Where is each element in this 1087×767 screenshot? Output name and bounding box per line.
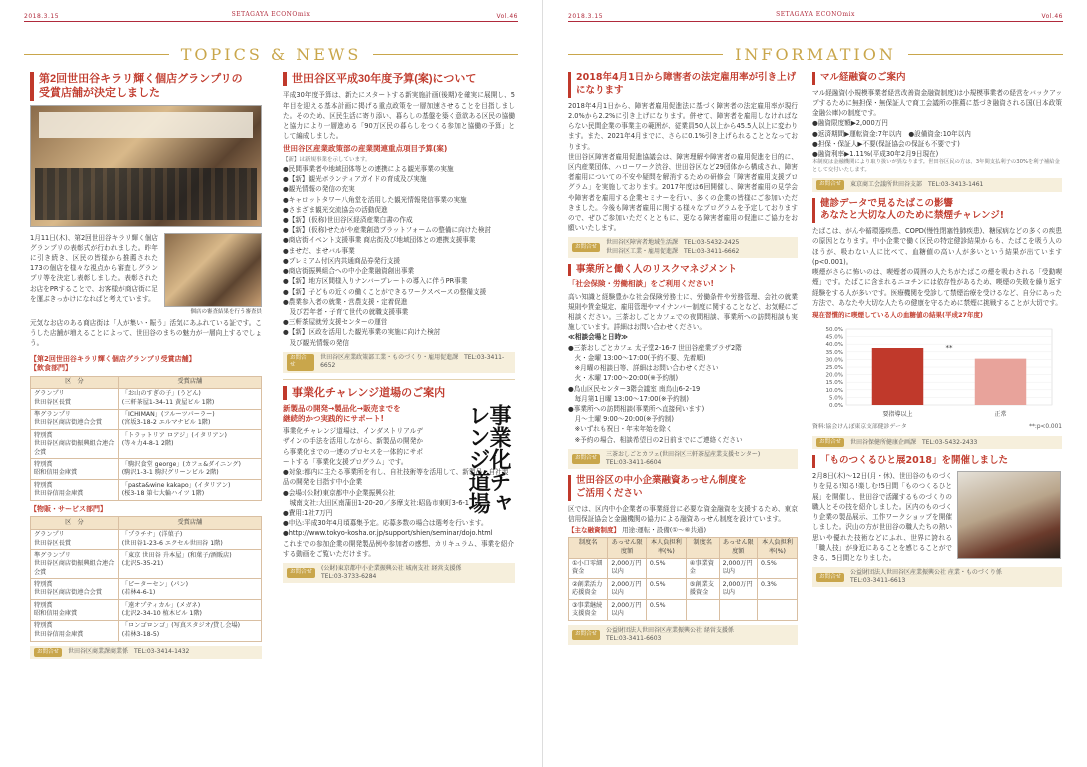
article-body: 高い知識と経験豊かな社会保険労務士に、労働条件や労務管理、会社の就業規則や賃金規定、雇用管理やマイナンバー制度に関することなど、お気軽にご相談ください。三茶おしごとカフェでの夜間相談、事業所への訪問相談も実施しています。詳細はお問い合わせください。: [568, 292, 798, 332]
budget-list: [283, 164, 515, 348]
topics-column-left: [30, 72, 262, 659]
chart-source: 資料:協会けんぽ東京支部健診データ: [812, 424, 907, 431]
list-item: ●キャロットタワー八角堂を活用した観光情報発信事業の実施: [283, 195, 467, 204]
judge-photo: [164, 233, 262, 307]
article-subtitle: 「社会保険・労働相談」をご利用ください!: [568, 279, 714, 289]
issue-date: 2018.3.15: [24, 12, 60, 20]
table-cell: 0.5%: [646, 600, 686, 621]
article-title: マル経融資のご案内: [812, 72, 1062, 85]
note: 【新】は新規事業を示しています。: [283, 156, 371, 163]
list-item: ●観光情報の発信の充実: [283, 185, 355, 194]
bar: [975, 358, 1027, 404]
table-cell: 特別賞 世田谷信用金庫賞: [31, 620, 119, 641]
table-cell: 0.3%: [757, 579, 797, 600]
loan-subtitle: 【主な融資制度】: [568, 526, 620, 535]
list-item: ※いずれも祝日・年末年始を除く: [568, 425, 673, 434]
table-row: [31, 620, 262, 641]
list-item: ●事業所への訪問相談(事業所へ直接伺います): [568, 405, 705, 413]
table-cell: グランプリ 世田谷区長賞: [31, 529, 119, 550]
y-tick-label: 15.0%: [825, 379, 843, 386]
y-tick-label: 10.0%: [825, 387, 843, 394]
y-tick-label: 0.0%: [829, 402, 843, 409]
issue-vol: Vol.46: [496, 12, 518, 20]
table-header: 制度名: [686, 537, 719, 558]
left-page: [0, 0, 543, 767]
article-body: 喫煙がさらに怖いのは、喫煙者の周囲の人たちがたばこの煙を吸わされる「受動喫煙」です。たばこに含まれるニコチンには依存性があるため、喫煙の失敗を繰り返す経験をする人が多いです。医療機関を受診して禁煙治療を受けるなど、自分にあった方法で、あなたや大切な人たちの健康を守るために禁煙に挑戦することが大切です。: [812, 268, 1062, 307]
list-item: 城南支社:大田区南蒲田1-20-20／多摩支社:昭島市東町3-6-1: [283, 498, 469, 507]
issue-vol: Vol.46: [1041, 12, 1063, 20]
y-tick-label: 30.0%: [825, 357, 843, 364]
table-row: [569, 558, 798, 579]
table-row: [31, 550, 262, 579]
article-title: 事業所と働く人のリスクマネジメント: [568, 264, 798, 277]
topics-column-right: [283, 72, 515, 583]
article-title: 「ものつくるひと展2018」を開催しました: [812, 455, 1062, 468]
table-cell: 0.5%: [646, 558, 686, 579]
table-cell: ⑤創業支援資金: [686, 579, 719, 600]
list-item: ●【新】(仮称)せたがや産業創造プラットフォームの整備に向けた検討: [283, 226, 492, 235]
table-cell: 「東京 世田谷 升本屋」(和菓子/酒販店) (北沢5-35-21): [118, 550, 261, 579]
list-item: ●費用:1社7万円: [283, 509, 333, 518]
list-item: 火・金曜 13:00〜17:00(予約不要、先着順): [568, 353, 706, 362]
article-body: 1月11日(木)、第2回世田谷キラリ輝く個店グランプリの表彰式が行われました。昨年に引き続き、区民の皆様から推薦された173の個店を様々な視点から審査しグランプリ等を決定し表彰しました。表彰されたお店をPRすることで、お客様が商店街に足を運ぶきっかけになればと考えています。: [30, 233, 158, 303]
article-title: 第2回世田谷キラリ輝く個店グランプリの 受賞店舗が決定しました: [30, 72, 262, 101]
bloodsugar-chart: [812, 323, 1062, 424]
loan-table: [568, 537, 798, 621]
list-item: ●三軒茶屋就労支援センターの運営: [283, 318, 388, 327]
category-label: 【物販・サービス部門】: [30, 504, 107, 513]
info-column-left: [568, 72, 798, 645]
y-tick-label: 20.0%: [825, 372, 843, 379]
table-cell: 2,000万円以内: [719, 579, 757, 600]
contact-info: お問合せ 公益財団法人世田谷区産業振興公社 経営支援係 TEL:03-3411-6603: [568, 625, 798, 645]
table-cell: [686, 600, 719, 621]
table-cell: 「ICHIMAN」(フルーツパーラー) (宮坂3-18-2 エルマナビル 1階): [118, 409, 261, 430]
list-item: ●融資利率▶1.11%(平成30年2月9日現在): [812, 150, 939, 159]
table-cell: [719, 600, 757, 621]
y-tick-label: 40.0%: [825, 341, 843, 348]
list-item: これまでの参加企業の開発製品例や参加者の感想、カリキュラム、事業を紹介する動画をご覧いただけます。: [283, 539, 514, 558]
list-item: ●商店街イベント支援事業 商店街及び地域団体との連携支援事業: [283, 236, 476, 245]
article-body: 2月8日(木)〜12日(月・休)、世田谷のものづくりを見る!知る!楽しむ!5日間「ものつくるひと展」を開催し、世田谷で活躍するものづくりの職人とその技を紹介しました。区内のものづくり企業の製品展示、工作ワークショップを開催しました。沢山の方が世田谷の職人たちの熱い思いや優れた技術などにふれ、世界に誇れる「職人技」が身近にあることを感じることができる、5日間となりました。: [812, 472, 952, 562]
article-body: 元気なお店のある商店街は「人が集い・賑う」活気にあふれている証です。こうした店舗が増えることによって、世田谷のまちの魅力が一層向上するでしょう。: [30, 319, 262, 348]
section-title: INFORMATION: [723, 44, 908, 66]
table-cell: 準グランプリ 世田谷区商店街連合会賞: [31, 409, 119, 430]
y-tick-label: 45.0%: [825, 334, 843, 341]
table-cell: ②創業活力応援資金: [569, 579, 608, 600]
x-tick-label: 要指導以上: [882, 410, 913, 418]
note: 本制度は金融機関により取り扱いが異なります。世田谷区民の方は、3年間支払利子の30%を利子補給金として交付いたします。: [812, 159, 1060, 173]
contact-info: お問合せ 東京商工会議所世田谷支部 TEL:03-3413-1461: [812, 178, 1062, 191]
article-title: 事業化チャレンジ道場のご案内: [283, 386, 515, 400]
article-body: 事業化チャレンジ道場は、インダストリアルデザインの手法を活用しながら、新製品の開発から事業化までの一連のプロセスを一体的にサポートする「事業化支援プログラム」です。: [283, 427, 423, 466]
table-cell: [757, 600, 797, 621]
article-body: 世田谷区障害者雇用促進協議会は、障害理解や障害者の雇用促進を目的に、区内産業団体、ハローワーク渋谷、世田谷区など29団体から構成され、障害者雇用についての不安や疑問を解消するための研修会「障害者雇用支援プログラム」を実施しております。2017年度は6回開催し、障害者雇用の見学会や障害者を雇用する企業セミナーを行い、多くの企業の皆様にご参加いただきました。今後も障害者雇用に関する様々なプログラムを予定しておりますので、ぜひご参加いただくとともに、更なる障害者雇用の促進にご協力をお願いいたします。: [568, 152, 798, 233]
table-row: [31, 459, 262, 480]
list-item: ●会場:(公財)東京都中小企業振興公社: [283, 488, 396, 497]
table-cell: 特別賞 世田谷区商店街振興組合連合会賞: [31, 430, 119, 459]
list-item: ●民間事業者や地域団体等との連携による観光事業の実施: [283, 164, 454, 173]
table-row: [31, 409, 262, 430]
photo-caption: 個店の審査結果を行う審査員: [190, 308, 262, 315]
table-row: [31, 430, 262, 459]
table-cell: ④事業資金: [686, 558, 719, 579]
table-cell: 2,000万円以内: [608, 558, 646, 579]
list-item: ●農業参入者の就業・営農支援・定着促進: [283, 297, 408, 306]
section-title: TOPICS & NEWS: [169, 44, 374, 66]
list-item: ●ませだ、ませバル事業: [283, 246, 355, 255]
bar: [872, 348, 924, 405]
calligraphy-logo: 事業化チャレンジ道場: [465, 404, 512, 515]
list-item: ●担保・保証人▶不要(保証協会の保証も不要です): [812, 139, 960, 148]
table-header: あっせん限度額: [608, 537, 646, 558]
table-cell: 「ピーターセン」(パン) (若林4-6-1): [118, 579, 261, 600]
contact-info: お問合せ 世田谷区障害者地域生活課 TEL:03-5432-2425 世田谷区工業・雇用促進課 TEL:03-3411-6662: [568, 237, 798, 257]
list-item: ●三茶おしごとカフェ 太子堂2-16-7 世田谷産業プラザ2階: [568, 343, 742, 352]
table-row: [31, 480, 262, 501]
table-cell: 「ロンゴロンゴ」(写真スタジオ/貸し会場) (若林3-18-5): [118, 620, 261, 641]
list-item: ●【新】子どもの近くの働くことができるワークスペースの整備支援: [283, 287, 487, 296]
contact-info: お問合せ 世田谷区商業課商業係 TEL:03-3414-1432: [30, 646, 262, 659]
list-item: ●【新】観光ボランティアガイドの育成及び実施: [283, 175, 427, 184]
top-bar-right: [568, 8, 1063, 22]
contact-info: お問合せ 三茶おしごとカフェ(世田谷区三軒茶屋産業支援センター) TEL:03-3411-6604: [568, 449, 798, 469]
list-item: 火・木曜 17:00〜20:00(※予約制): [568, 374, 679, 383]
y-tick-label: 25.0%: [825, 364, 843, 371]
table-row: [31, 388, 262, 409]
table-cell: 特別賞 世田谷区商店街連合会賞: [31, 579, 119, 600]
table-cell: 「お山のすぎの子」(うどん) (三軒茶屋1-34-11 黄屋ビル 1階): [118, 388, 261, 409]
table-row: [569, 600, 798, 621]
list-item: ●申込:平成30年4月頃募集予定。応募多数の場合は選考を行います。: [283, 519, 488, 528]
article-body: 平成30年度予算は、新たにスタートする新実施計画(後期)を確実に展開し、5年目を迎える基本計画に掲げる重点政策を一層加速させることを目指しました。そのため、区民生活に寄り添い、暮らしの基盤を築く意欲ある区民の協働と協力により一層進める「90万区民の暮らしをつくる参加と協働の予算」として編成しました。: [283, 91, 515, 141]
article-subtitle: 世田谷区産業政策部の産業関連重点項目予算(案): [283, 144, 448, 154]
list-item: ●融資限度額▶2,000万円: [812, 119, 888, 128]
section-header-topics: [24, 44, 518, 64]
loan-terms-list: [812, 118, 1062, 159]
table-row: [31, 600, 262, 621]
list-item: 及び観光情報の発信: [283, 338, 349, 347]
table-row: [569, 579, 798, 600]
list-item: ●烏山区民センター3階会議室 南烏山6-2-19: [568, 384, 701, 393]
table-cell: 特別賞 昭和信用金庫賞: [31, 459, 119, 480]
chart-svg: [812, 323, 1062, 421]
table-cell: ①小口零細資金: [569, 558, 608, 579]
chart-title: 現在習慣的に喫煙している人の血糖値の結果(平成27年度): [812, 310, 983, 319]
table-title: 【第2回世田谷キラリ輝く個店グランプリ受賞店舗】: [30, 354, 196, 363]
consult-list: [568, 343, 798, 445]
issue-date: 2018.3.15: [568, 12, 604, 20]
table-cell: 特別賞 世田谷信用金庫賞: [31, 480, 119, 501]
right-page: [544, 0, 1087, 767]
contact-info: お問合せ 世田谷保健所健康企画課 TEL:03-5432-2433: [812, 436, 1062, 449]
magazine-title: SETAGAYA ECONOmix: [231, 10, 311, 18]
article-body: たばこは、がんや循環器疾患、COPD(慢性閉塞性肺疾患)、糖尿病などの多くの疾患の原因となります。中小企業で働く区民の特定健診結果からも、たばこを吸う人のほうが、吸わない人に比べて、血糖値の高い人が多いという結果が出ています(p<0.001)。: [812, 227, 1062, 266]
table-header: 制度名: [569, 537, 608, 558]
article-body: 2018年4月1日から、障害者雇用促進法に基づく障害者の法定雇用率が現行2.0%から2.2%に引き上げになります。併せて、障害者を雇用しなければならない民間企業の事業主の範囲が、従業員50人以上から45.5人以上に変わります。また、2021年4月までに、さらに0.1%引き上げられることとなっております。: [568, 101, 798, 151]
y-tick-label: 35.0%: [825, 349, 843, 356]
article-title: 健診データで見るたばこの影響 あなたと大切な人のために禁煙チャレンジ!: [812, 198, 1062, 224]
list-item: 及び若年者・子育て世代の就職支援事業: [283, 308, 409, 316]
list-item: ※予約の場合、相談希望日の2日前までにご連絡ください: [568, 435, 743, 444]
contact-info: お問合せ 公益財団法人世田谷区産業振興公社 産業・ものづくり係 TEL:03-3411-6613: [812, 567, 1062, 587]
list-item: ●http://www.tokyo-kosha.or.jp/support/shien/seminar/dojo.html: [283, 529, 493, 538]
award-table-retail: 区 分 受賞店舗 グランプリ 世田谷区長賞 「プラチナ」(洋菓子) (世田谷1-23-6 エクセル世田谷 1階) 準グランプリ 世田谷区商店街振興組合連合会賞 「東京 世田谷 升本屋」(和菓子/酒販店) (北沢5-35-21) 特別賞 世田谷区商店街連合会賞 「ピーターセン」(パン) (若林4-6-1) 特別賞 昭和信用金庫賞 「遠オプティカル」(メガネ) (北沢2-34-10 植木ビル 1階) 特別賞 世田谷信用金庫賞 「ロンゴロンゴ」(写真スタジオ/貸し会場) (若林3-18-5): [30, 516, 262, 641]
table-cell: ③事業継続支援資金: [569, 600, 608, 621]
article-title: 世田谷区の中小企業融資あっせん制度を ご活用ください: [568, 475, 798, 501]
list-item: ●商店街振興組合への中小企業融資創出事業: [283, 267, 415, 276]
table-cell: 「pasta&wine kakapo」(イタリアン) (桜3-18 第七大輪ハイツ 1階): [118, 480, 261, 501]
table-cell: 0.5%: [646, 579, 686, 600]
chart-significance: **:p<0.001: [1029, 424, 1062, 431]
article-subtitle: 新製品の開発→製品化→販売までを 継続的かつ実践的にサポート!: [283, 404, 401, 424]
contact-info: お問合せ (公財)東京都中小企業振興公社 城南支社 経営支援係 TEL:03-3733-6284: [283, 563, 515, 583]
list-item: ●返済期間▶運転資金:7年以内 ●設備資金:10年以内: [812, 129, 971, 138]
table-cell: 準グランプリ 世田谷区商店街振興組合連合会賞: [31, 550, 119, 579]
table-cell: 特別賞 昭和信用金庫賞: [31, 600, 119, 621]
table-cell: 0.5%: [757, 558, 797, 579]
info-column-right: [812, 72, 1062, 587]
list-item: ●【新】区政を活用した観光事業の実施に向けた検討: [283, 328, 441, 337]
table-cell: 「遠オプティカル」(メガネ) (北沢2-34-10 植木ビル 1階): [118, 600, 261, 621]
category-label: 【飲食部門】: [30, 364, 72, 373]
table-cell: 2,000万円以内: [608, 600, 646, 621]
list-item: ●さまざま観光交流協会の活動促進: [283, 205, 388, 214]
article-title: 世田谷区平成30年度予算(案)について: [283, 72, 515, 86]
table-row: [31, 529, 262, 550]
section-header-information: [568, 44, 1063, 64]
table-header: 本人負担利率(%): [646, 537, 686, 558]
table-header: 本人負担利率(%): [757, 537, 797, 558]
table-cell: 「トラットリア ロアジ」(イタリアン) (等々力4-8-1 2階): [118, 430, 261, 459]
table-cell: 「プラチナ」(洋菓子) (世田谷1-23-6 エクセル世田谷 1階): [118, 529, 261, 550]
list-item: 月〜土曜 9:00〜20:00(※予約制): [568, 415, 674, 424]
award-table-food: 区 分 受賞店舗 グランプリ 世田谷区長賞 「お山のすぎの子」(うどん) (三軒茶屋1-34-11 黄屋ビル 1階) 準グランプリ 世田谷区商店街連合会賞 「ICHIMAN」(フルーツパーラー) (宮坂3-18-2 エルマナビル 1階) 特別賞 世田谷区商店街振興組合連合会賞 「トラットリア ロアジ」(イタリアン) (等々力4-8-1 2階) 特別賞 昭和信用金庫賞 「駒沢食堂 george」(カフェ&ダイニング) (駒沢1-3-1 駒沢グリーンビル 2階) 特別賞 世田谷信用金庫賞 「pasta&wine kakapo」(イタリアン) (桜3-18 第七大輪ハイツ 1階): [30, 376, 262, 501]
exhibition-photo: [957, 471, 1061, 559]
article-body: 区では、区内中小企業者の事業経営に必要な資金融資を支援するため、東京信用保証協会と金融機関の協力による融資あっせん制度を設けています。: [568, 504, 798, 523]
x-tick-label: 正常: [994, 410, 1007, 418]
contact-info: お問合せ 世田谷区産業政策部工業・ものづくり・雇用促進課 TEL:03-3411-6652: [283, 352, 515, 373]
significance-marker: **: [945, 343, 953, 352]
table-header: あっせん限度額: [719, 537, 757, 558]
award-ceremony-photo: [30, 105, 262, 227]
top-bar-left: [24, 8, 518, 22]
y-tick-label: 5.0%: [829, 395, 843, 402]
table-cell: 2,000万円以内: [719, 558, 757, 579]
article-body: マル経融資(小規模事業者経営改善資金融資制度)は小規模事業者の経営をバックアップするために無担保・無保証人で商工会議所の推薦に基づき融資される国(日本政策金融公庫)の制度です。: [812, 88, 1062, 118]
schedule-title: ≪相談会場と日時≫: [568, 333, 628, 342]
table-cell: 「駒沢食堂 george」(カフェ&ダイニング) (駒沢1-3-1 駒沢グリーンビル 2階): [118, 459, 261, 480]
list-item: ※月曜の相談日等、詳細はお問い合わせください: [568, 364, 719, 373]
list-item: 毎月第1日曜 13:00〜17:00(※予約制): [568, 394, 689, 403]
list-item: ●【新】(仮称)世田谷区経済産業白書の作成: [283, 216, 413, 225]
table-row: [31, 579, 262, 600]
list-item: ●対象:都内に主たる事業所を有し、自社技術等を活用して、新製品・自社製品の開発を目指す中小企業: [283, 468, 509, 487]
list-item: ●プレミアム付区内共通商品券発行支援: [283, 256, 401, 265]
y-tick-label: 50.0%: [825, 326, 843, 333]
article-title: 2018年4月1日から障害者の法定雇用率が引き上げになります: [568, 72, 798, 98]
table-cell: グランプリ 世田谷区長賞: [31, 388, 119, 409]
table-cell: 2,000万円以内: [608, 579, 646, 600]
list-item: ●【新】地方区間様入りナンバープレートの導入に伴うPR事業: [283, 277, 468, 286]
magazine-title: SETAGAYA ECONOmix: [776, 10, 855, 18]
loan-usage: 用途:運転・設備(①〜⑥共通): [622, 526, 706, 535]
